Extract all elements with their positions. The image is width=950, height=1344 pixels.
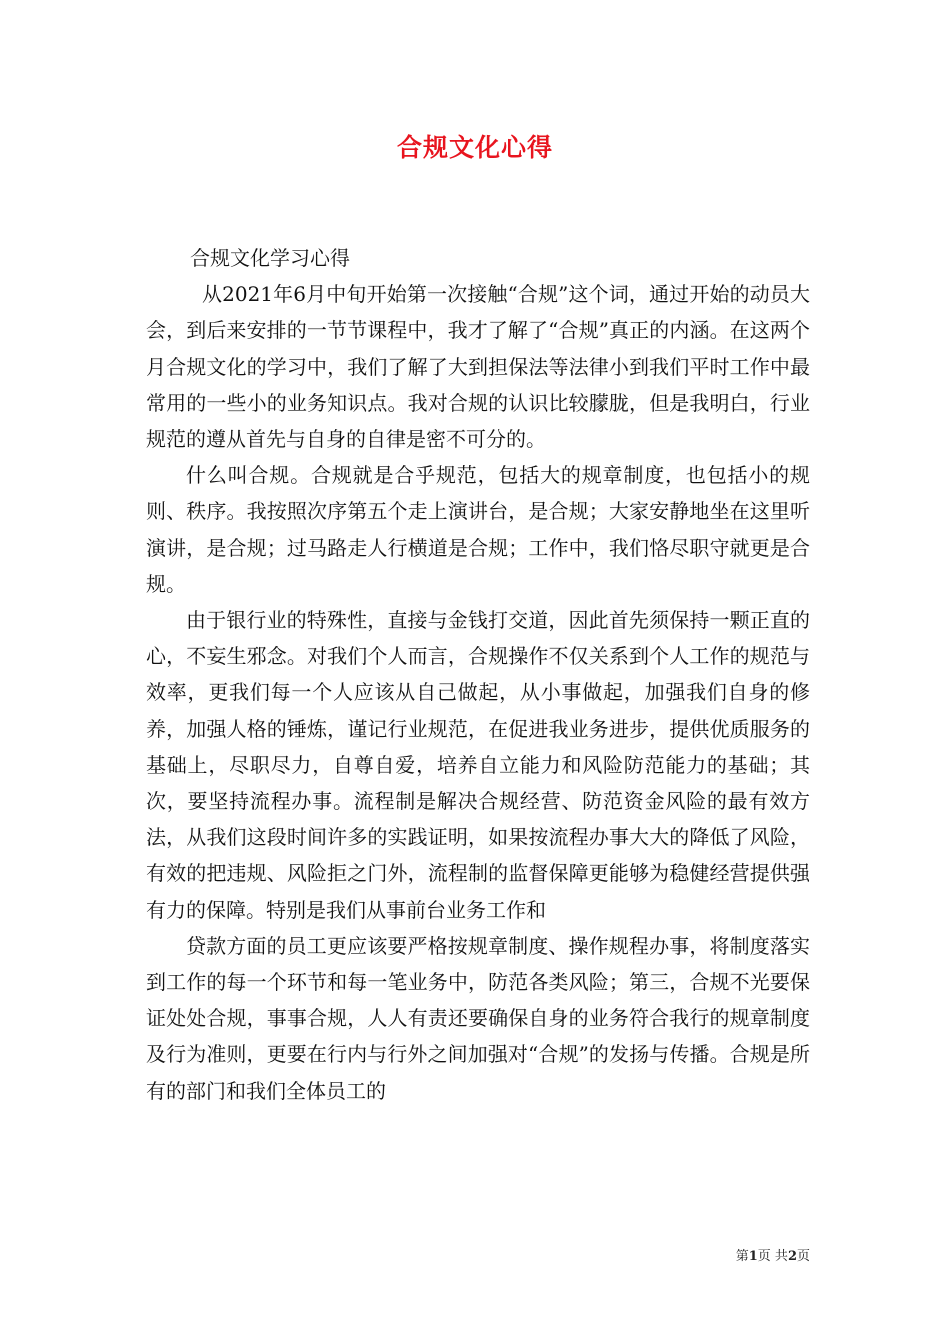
footer-total-pages: 2 [787,1249,797,1264]
footer-suffix: 页 [796,1249,810,1264]
paragraph-4: 贷款方面的员工更应该要严格按规章制度、操作规程办事，将制度落实到工作的每一个环节和每一笔业务中，防范各类风险；第三，合规不光要保证处处合规，事事合规，人人有责还要确保自身的业务符合我行的规章制度及行为准则，更要在行内与行外之间加强对“合规”的发扬与传播。合规是所有的部门和我们全体员工的 [146,933,810,1103]
document-subtitle: 合规文化学习心得 [190,246,350,270]
footer-page-number: 1 [748,1249,758,1264]
document-title: 合规文化心得 [396,133,553,162]
page-footer [700,1248,810,1266]
paragraph-2: 什么叫合规。合规就是合乎规范，包括大的规章制度，也包括小的规则、秩序。我按照次序第五个走上演讲台，是合规；大家安静地坐在这里听演讲，是合规；过马路走人行横道是合规；工作中，我们恪尽职守就更是合规。 [146,463,810,596]
paragraph-1: 从2021年6月中旬开始第一次接触“合规”这个词，通过开始的动员大会，到后来安排的一节节课程中，我才了解了“合规”真正的内涵。在这两个月合规文化的学习中，我们了解了大到担保法等法律小到我们平时工作中最常用的一些小的业务知识点。我对合规的认识比较朦胧，但是我明白，行业规范的遵从首先与自身的自律是密不可分的。 [146,282,810,452]
footer-prefix: 第 [735,1249,749,1264]
paragraph-3: 由于银行业的特殊性，直接与金钱打交道，因此首先须保持一颗正直的心，不妄生邪念。对我们个人而言，合规操作不仅关系到个人工作的规范与效率，更我们每一个人应该从自己做起，从小事做起，加强我们自身的修养，加强人格的锤炼，谨记行业规范，在促进我业务进步，提供优质服务的基础上，尽职尽力，自尊自爱，培养自立能力和风险防范能力的基础；其次，要坚持流程办事。流程制是解决合规经营、防范资金风险的最有效方法，从我们这段时间许多的实践证明，如果按流程办事大大的降低了风险，有效的把违规、风险拒之门外，流程制的监督保障更能够为稳健经营提供强有力的保障。特别是我们从事前台业务工作和 [146,608,810,922]
document-body [146,240,810,1109]
footer-middle: 页 共 [757,1249,788,1264]
